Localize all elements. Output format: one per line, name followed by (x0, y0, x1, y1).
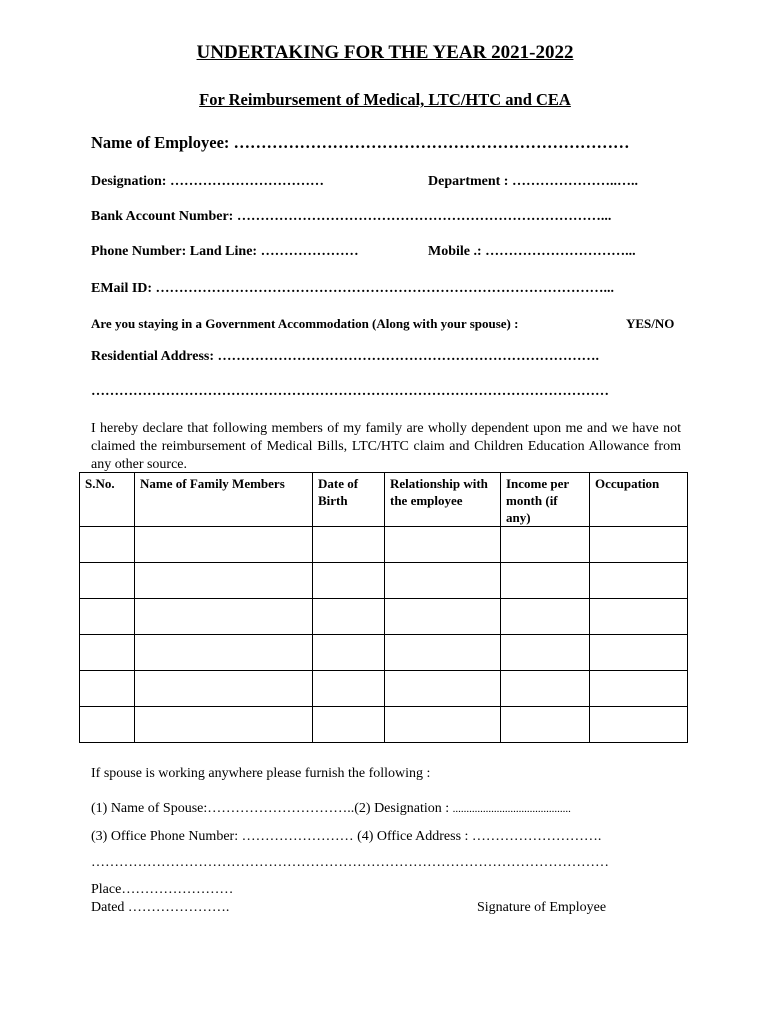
table-cell[interactable] (590, 707, 688, 743)
mobile-field[interactable]: Mobile .: …………………………... (428, 244, 636, 259)
header-name: Name of Family Members (135, 473, 313, 527)
table-cell[interactable] (385, 599, 501, 635)
table-cell[interactable] (80, 707, 135, 743)
residential-address-field[interactable]: Residential Address: ………………………………………………………………………. (91, 349, 600, 364)
table-cell[interactable] (313, 563, 385, 599)
table-cell[interactable] (135, 563, 313, 599)
document-title: UNDERTAKING FOR THE YEAR 2021-2022 (196, 42, 574, 63)
govt-accommodation-question: Are you staying in a Government Accommodation (Along with your spouse) : (91, 316, 519, 331)
table-header-row (80, 473, 688, 527)
header-occupation: Occupation (590, 473, 688, 527)
spouse-designation-dots: ........................................... (452, 803, 571, 815)
header-dob: Date of Birth (313, 473, 385, 527)
employee-name-field[interactable]: Name of Employee: ……………………………………………………………… (91, 133, 630, 152)
table-cell[interactable] (313, 527, 385, 563)
dated-field[interactable]: Dated …………………. (91, 900, 230, 915)
table-cell[interactable] (590, 527, 688, 563)
table-cell[interactable] (135, 707, 313, 743)
table-cell[interactable] (313, 599, 385, 635)
table-cell[interactable] (135, 635, 313, 671)
landline-field[interactable]: Phone Number: Land Line: ………………… (91, 244, 359, 259)
table-cell[interactable] (385, 635, 501, 671)
designation-field[interactable]: Designation: …………………………… (91, 174, 324, 189)
header-income: Income per month (if any) (501, 473, 590, 527)
table-cell[interactable] (80, 635, 135, 671)
table-row (80, 599, 688, 635)
table-cell[interactable] (385, 671, 501, 707)
header-sno: S.No. (80, 473, 135, 527)
place-field[interactable]: Place…………………… (91, 882, 234, 897)
header-relationship: Relationship with the employee (385, 473, 501, 527)
spouse-intro: If spouse is working anywhere please furnish the following : (91, 766, 431, 781)
document-subtitle: For Reimbursement of Medical, LTC/HTC and CEA (199, 90, 571, 109)
table-row (80, 527, 688, 563)
table-cell[interactable] (313, 707, 385, 743)
table-cell[interactable] (385, 707, 501, 743)
spouse-office-field[interactable]: (3) Office Phone Number: …………………… (4) Office Address : ………………………. (91, 829, 602, 844)
spouse-address-continuation[interactable]: ………………………………………………………………………………………………… (91, 855, 609, 870)
table-cell[interactable] (80, 671, 135, 707)
spouse-name-text: (1) Name of Spouse:…………………………..(2) Designation : (91, 801, 450, 816)
declaration-text: I hereby declare that following members of my family are wholly dependent upon me and we have not claimed the reimbursement of Medical Bills, LTC/HTC claim and Children Education Allowance from any other source. (91, 421, 681, 472)
signature-label: Signature of Employee (477, 900, 607, 915)
table-cell[interactable] (501, 635, 590, 671)
family-members-table (79, 472, 688, 743)
table-row (80, 671, 688, 707)
table-cell[interactable] (135, 527, 313, 563)
table-cell[interactable] (135, 599, 313, 635)
table-row (80, 707, 688, 743)
table-cell[interactable] (80, 599, 135, 635)
govt-accommodation-answer[interactable]: YES/NO (626, 316, 675, 331)
table-cell[interactable] (313, 671, 385, 707)
table-cell[interactable] (590, 635, 688, 671)
email-field[interactable]: EMail ID: ……………………………………………………………………………………... (91, 281, 615, 296)
table-cell[interactable] (501, 527, 590, 563)
department-field[interactable]: Department : …………………..….. (428, 174, 638, 189)
table-cell[interactable] (501, 707, 590, 743)
table-cell[interactable] (80, 527, 135, 563)
table-row (80, 635, 688, 671)
table-cell[interactable] (135, 671, 313, 707)
table-cell[interactable] (590, 563, 688, 599)
table-cell[interactable] (80, 563, 135, 599)
table-cell[interactable] (590, 671, 688, 707)
table-cell[interactable] (385, 527, 501, 563)
bank-account-field[interactable]: Bank Account Number: ……………………………………………………………………... (91, 209, 612, 224)
spouse-name-field[interactable] (91, 801, 571, 817)
table-cell[interactable] (501, 563, 590, 599)
table-cell[interactable] (590, 599, 688, 635)
table-cell[interactable] (501, 671, 590, 707)
table-cell[interactable] (501, 599, 590, 635)
table-cell[interactable] (313, 635, 385, 671)
table-cell[interactable] (385, 563, 501, 599)
table-row (80, 563, 688, 599)
residential-address-continuation[interactable]: ………………………………………………………………………………………………… (91, 384, 609, 399)
